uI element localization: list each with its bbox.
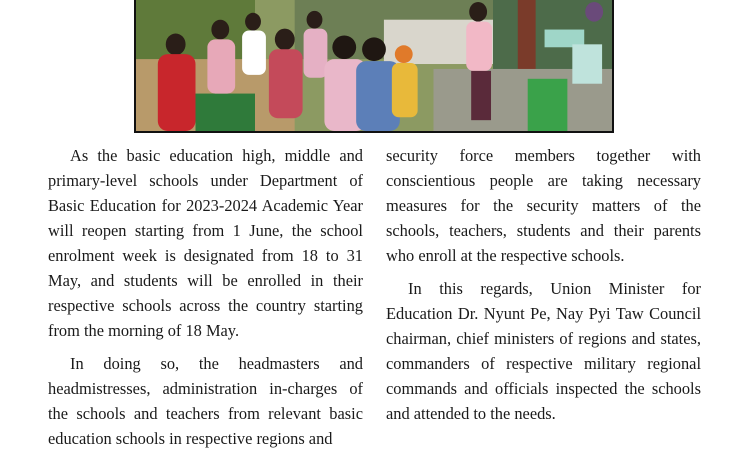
paragraph-union-minister: In this regards, Union Minister for Education Dr. Nyunt Pe, Nay Pyi Taw Council chairman, chief ministers of regions and states, commanders of respective military regional commands and officials inspected the schools and attended to the needs. xyxy=(386,279,701,423)
photo-students-enrolment-icon xyxy=(136,0,612,131)
paragraph-security-measures: security force members together with conscientious people are taking necessary measures for the security matters of the schools, teachers, students and their parents who enroll at the respective schools. xyxy=(386,146,701,265)
right-column xyxy=(386,143,701,434)
news-photo xyxy=(134,0,614,133)
left-column xyxy=(48,143,363,459)
paragraph-enrolment-week: As the basic education high, middle and primary-level schools under Department of Basic Education for 2023-2024 Academic Year will reopen starting from 1 June, the school enrolment week is designated from 18 to 31 May, and students will be enrolled in their respective schools across the country starting from the morning of 18 May. xyxy=(48,146,363,340)
paragraph-headmasters: In doing so, the headmasters and headmistresses, administration in-charges of the schools and teachers from relevant basic education schools in respective regions and xyxy=(48,354,363,448)
